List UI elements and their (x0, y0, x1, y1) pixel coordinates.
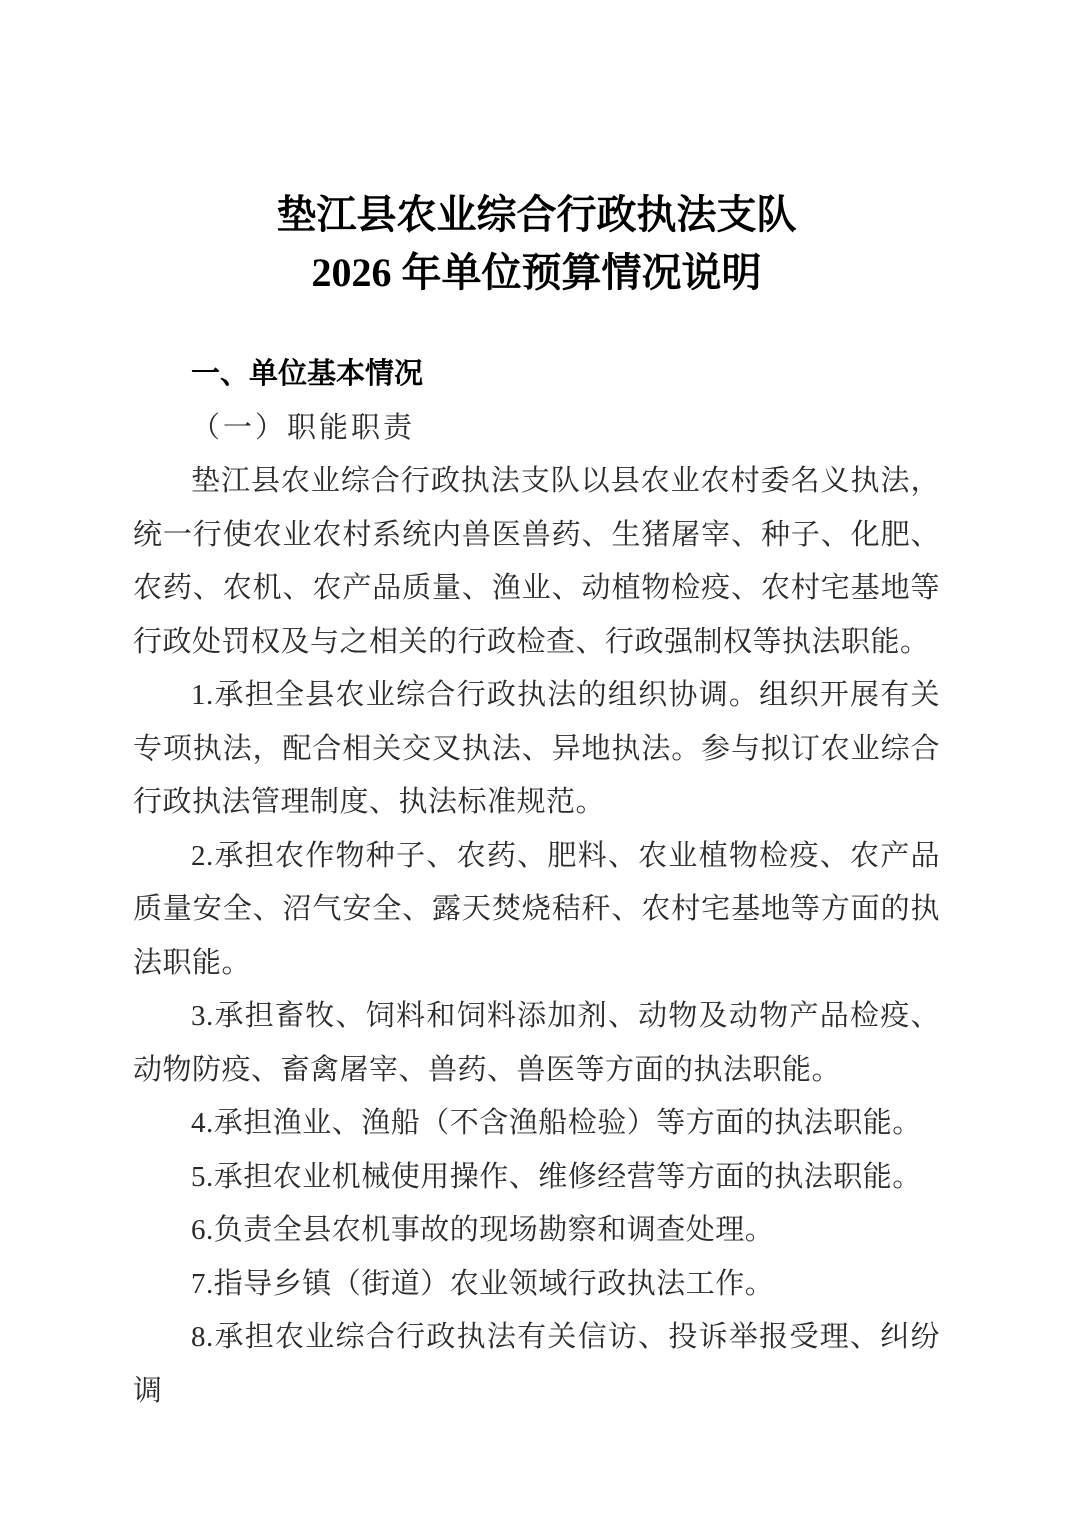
paragraph-duty-6: 6.负责全县农机事故的现场勘察和调查处理。 (191, 1214, 775, 1246)
document-title (133, 186, 940, 302)
paragraph-duty-3: 3.承担畜牧、饲料和饲料添加剂、动物及动物产品检疫、动物防疫、畜禽屠宰、兽药、兽医等方面的执法职能。 (133, 1000, 940, 1086)
paragraph-duty-5: 5.承担农业机械使用操作、维修经营等方面的执法职能。 (191, 1160, 922, 1193)
subsection-heading-duties: （一）职能职责 (191, 411, 416, 444)
paragraph-duty-4: 4.承担渔业、渔船（不含渔船检验）等方面的执法职能。 (191, 1107, 922, 1139)
paragraph-duty-2: 2.承担农作物种子、农药、肥料、农业植物检疫、农产品质量安全、沼气安全、露天焚烧秸秆、农村宅基地等方面的执法职能。 (133, 839, 940, 979)
document-title-line2: 2026 年单位预算情况说明 (311, 250, 762, 295)
paragraph-duty-1: 1.承担全县农业综合行政执法的组织协调。组织开展有关专项执法，配合相关交叉执法、异地执法。参与拟订农业综合行政执法管理制度、执法标准规范。 (133, 679, 940, 818)
paragraph-intro: 垫江县农业综合行政执法支队以县农业农村委名义执法，统一行使农业农村系统内兽医兽药、生猪屠宰、种子、化肥、农药、农机、农产品质量、渔业、动植物检疫、农村宅基地等行政处罚权及与之相关的行政检查、行政强制权等执法职能。 (133, 465, 940, 658)
document-title-line1: 垫江县农业综合行政执法支队 (276, 192, 797, 237)
paragraph-duty-7: 7.指导乡镇（街道）农业领域行政执法工作。 (191, 1267, 775, 1300)
paragraph-duty-8-continued: 8.承担农业综合行政执法有关信访、投诉举报受理、纠纷调 (133, 1321, 940, 1407)
section-heading-basic-info: 一、单位基本情况 (191, 358, 424, 390)
